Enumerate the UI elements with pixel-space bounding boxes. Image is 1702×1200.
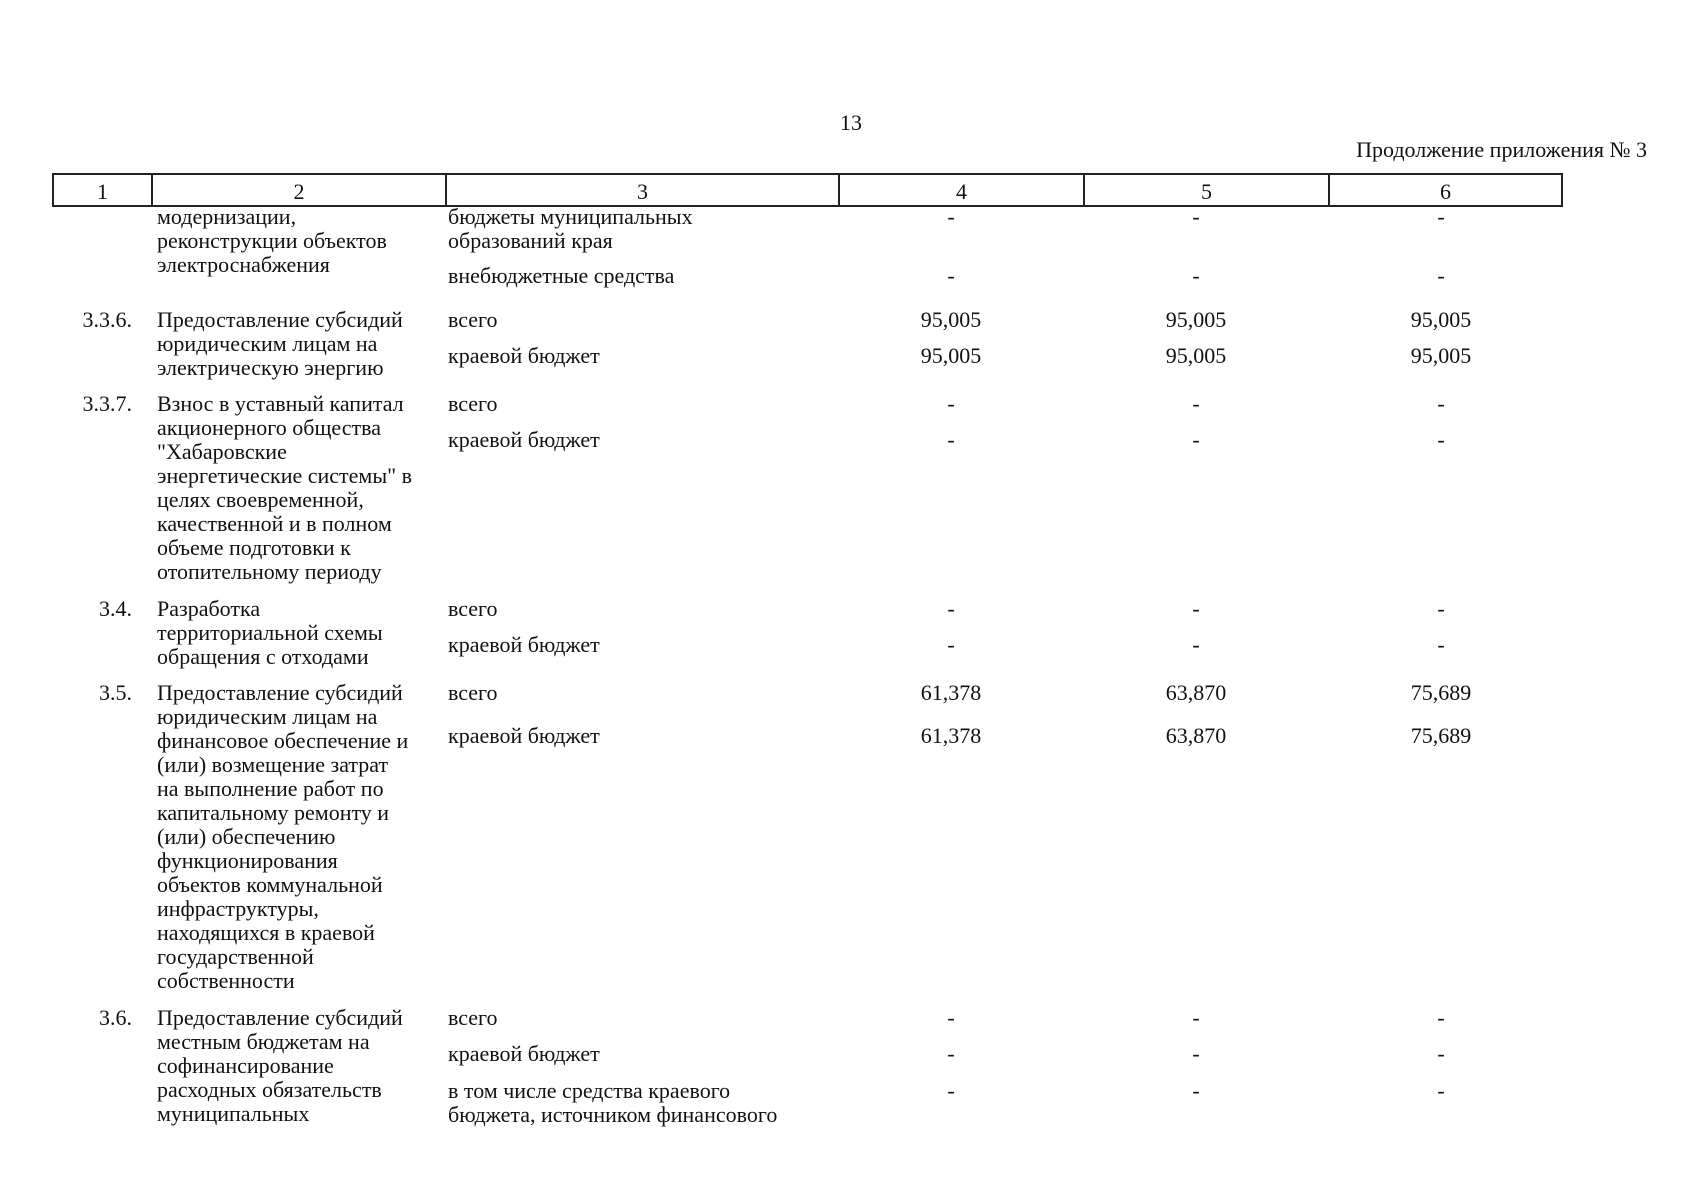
row-number: 3.4.	[99, 596, 132, 621]
funding-source: в том числе средства краевого бюджета, источником финансового	[448, 1078, 778, 1127]
table-header	[52, 173, 1563, 207]
column-header-6: 6	[1328, 175, 1561, 205]
appendix-caption: Продолжение приложения № 3	[1356, 137, 1647, 162]
value-v4: 61,378	[920, 723, 982, 748]
value-v4: 95,005	[920, 343, 982, 368]
row-number: 3.6.	[99, 1005, 132, 1030]
value-v4: -	[947, 263, 955, 288]
row-number: 3.3.6.	[82, 307, 132, 332]
value-v5: -	[1192, 204, 1200, 229]
funding-source: краевой бюджет	[448, 343, 600, 368]
column-header-1: 1	[97, 179, 108, 204]
value-v6: -	[1437, 596, 1445, 621]
value-v4: 61,378	[920, 680, 982, 705]
value-v6: -	[1437, 263, 1445, 288]
value-v6: -	[1437, 204, 1445, 229]
value-v6: 95,005	[1410, 307, 1472, 332]
funding-source: всего	[448, 391, 498, 416]
value-v5: -	[1192, 632, 1200, 657]
row-name: Взнос в уставный капитал акционерного общества "Хабаровские энергетические системы" в целях своевременной, качественной и в полном объеме подготовки к отопительному периоду	[157, 391, 412, 584]
value-v4: -	[947, 204, 955, 229]
value-v6: 95,005	[1410, 343, 1472, 368]
value-v4: -	[947, 1005, 955, 1030]
page-number: 13	[840, 110, 862, 135]
funding-source: всего	[448, 1005, 498, 1030]
value-v5: -	[1192, 263, 1200, 288]
column-header-3: 3	[445, 175, 838, 205]
value-v4: -	[947, 391, 955, 416]
value-v4: 95,005	[920, 307, 982, 332]
value-v6: -	[1437, 632, 1445, 657]
value-v5: -	[1192, 1005, 1200, 1030]
value-v4: -	[947, 596, 955, 621]
value-v5: -	[1192, 427, 1200, 452]
row-name: модернизации, реконструкции объектов электроснабжения	[157, 204, 387, 277]
column-header-4: 4	[838, 175, 1083, 205]
value-v5: 95,005	[1165, 343, 1227, 368]
row-name: Предоставление субсидий местным бюджетам на софинансирование расходных обязательств муниципальных	[157, 1005, 403, 1126]
value-v6: -	[1437, 1005, 1445, 1030]
value-v4: -	[947, 632, 955, 657]
value-v6: -	[1437, 1041, 1445, 1066]
funding-source: краевой бюджет	[448, 723, 600, 748]
funding-source: всего	[448, 680, 498, 705]
funding-source: бюджеты муниципальных образований края	[448, 204, 693, 253]
funding-source: краевой бюджет	[448, 427, 600, 452]
funding-source: краевой бюджет	[448, 1041, 600, 1066]
value-v5: 95,005	[1165, 307, 1227, 332]
value-v6: -	[1437, 391, 1445, 416]
value-v4: -	[947, 1078, 955, 1103]
funding-source: всего	[448, 596, 498, 621]
value-v6: 75,689	[1410, 723, 1472, 748]
value-v5: 63,870	[1165, 723, 1227, 748]
column-header-2: 2	[151, 175, 445, 205]
value-v5: -	[1192, 391, 1200, 416]
column-header-5: 5	[1083, 175, 1328, 205]
value-v5: -	[1192, 596, 1200, 621]
value-v5: -	[1192, 1041, 1200, 1066]
row-name: Предоставление субсидий юридическим лицам на электрическую энергию	[157, 307, 403, 380]
funding-source: внебюджетные средства	[448, 263, 675, 288]
row-number: 3.5.	[99, 680, 132, 705]
value-v4: -	[947, 1041, 955, 1066]
value-v5: 63,870	[1165, 680, 1227, 705]
row-name: Предоставление субсидий юридическим лицам на финансовое обеспечение и (или) возмещение затрат на выполнение работ по капитальному ремонту и (или) обеспечению функционирования объектов коммунальной инфраструктуры, находящихся в краевой государственной собственности	[157, 680, 409, 993]
value-v6: -	[1437, 427, 1445, 452]
value-v6: -	[1437, 1078, 1445, 1103]
value-v4: -	[947, 427, 955, 452]
funding-source: всего	[448, 307, 498, 332]
value-v5: -	[1192, 1078, 1200, 1103]
funding-source: краевой бюджет	[448, 632, 600, 657]
row-number: 3.3.7.	[82, 391, 132, 416]
row-name: Разработка территориальной схемы обращения с отходами	[157, 596, 383, 669]
value-v6: 75,689	[1410, 680, 1472, 705]
